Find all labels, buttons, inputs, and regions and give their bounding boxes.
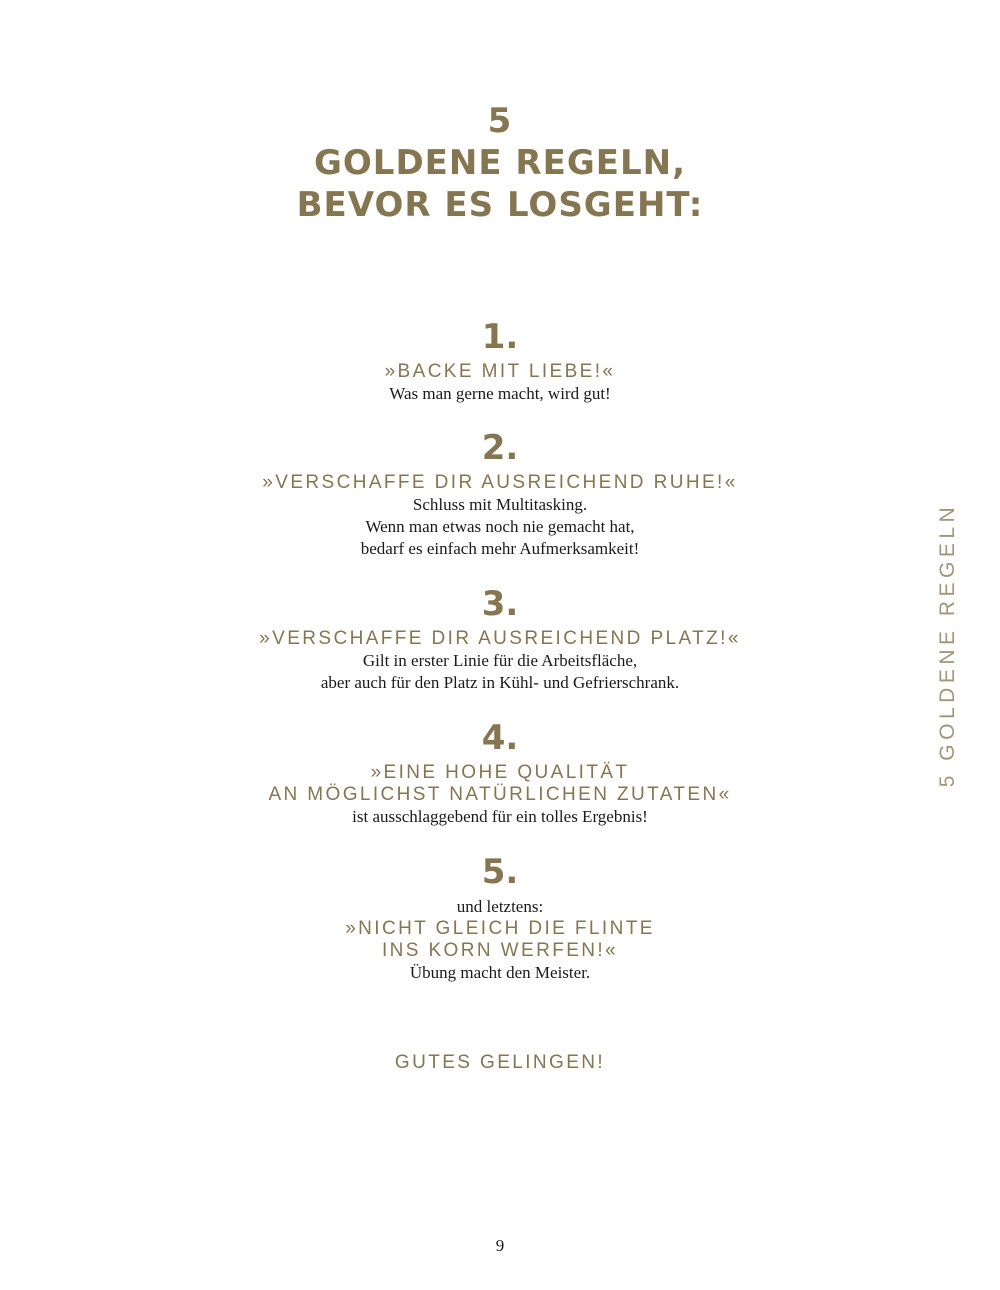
- side-running-title: 5 GOLDENE REGELN: [936, 502, 959, 788]
- rule-1-heading: »BACKE MIT LIEBE!«: [384, 361, 616, 382]
- title-line-3: BEVOR ES LOSGEHT:: [296, 185, 704, 225]
- title-line-1: 5: [487, 101, 513, 141]
- rule-5-heading-line-2: INS KORN WERFEN!«: [381, 940, 619, 961]
- rule-5-text: Übung macht den Meister.: [409, 963, 591, 982]
- rule-2-text-line-3: bedarf es einfach mehr Aufmerksamkeit!: [360, 539, 640, 558]
- rule-1-number: 1.: [481, 317, 519, 357]
- rule-5: [0, 852, 1000, 984]
- rule-2-number: 2.: [481, 428, 519, 468]
- rule-4-text: ist ausschlaggebend für ein tolles Ergebnis!: [352, 807, 648, 826]
- rule-4-heading-line-1: »EINE HOHE QUALITÄT: [370, 762, 630, 783]
- rule-3-number: 3.: [481, 584, 519, 624]
- rule-5-intro: und letztens:: [456, 897, 544, 916]
- rule-1: [0, 317, 1000, 405]
- rule-3: [0, 584, 1000, 694]
- page-number: 9: [495, 1236, 505, 1255]
- rule-3-text-line-2: aber auch für den Platz in Kühl- und Gefrierschrank.: [320, 673, 680, 692]
- rule-4-number: 4.: [481, 718, 519, 758]
- rule-2-text-line-1: Schluss mit Multitasking.: [412, 495, 588, 514]
- rule-3-heading: »VERSCHAFFE DIR AUSREICHEND PLATZ!«: [259, 628, 741, 649]
- rule-5-number: 5.: [481, 852, 519, 892]
- rule-5-heading-line-1: »NICHT GLEICH DIE FLINTE: [345, 918, 655, 939]
- closing-text: GUTES GELINGEN!: [394, 1052, 606, 1073]
- rule-4-heading-line-2: AN MÖGLICHST NATÜRLICHEN ZUTATEN«: [268, 784, 732, 805]
- rule-2: [0, 428, 1000, 560]
- page-title: [0, 100, 1000, 226]
- rule-2-heading: »VERSCHAFFE DIR AUSREICHEND RUHE!«: [262, 472, 738, 493]
- rule-2-text-line-2: Wenn man etwas noch nie gemacht hat,: [365, 517, 635, 536]
- rule-1-text: Was man gerne macht, wird gut!: [389, 384, 611, 403]
- title-line-2: GOLDENE REGELN,: [313, 143, 687, 183]
- rule-3-text-line-1: Gilt in erster Linie für die Arbeitsfläche,: [362, 651, 638, 670]
- rule-4: [0, 718, 1000, 828]
